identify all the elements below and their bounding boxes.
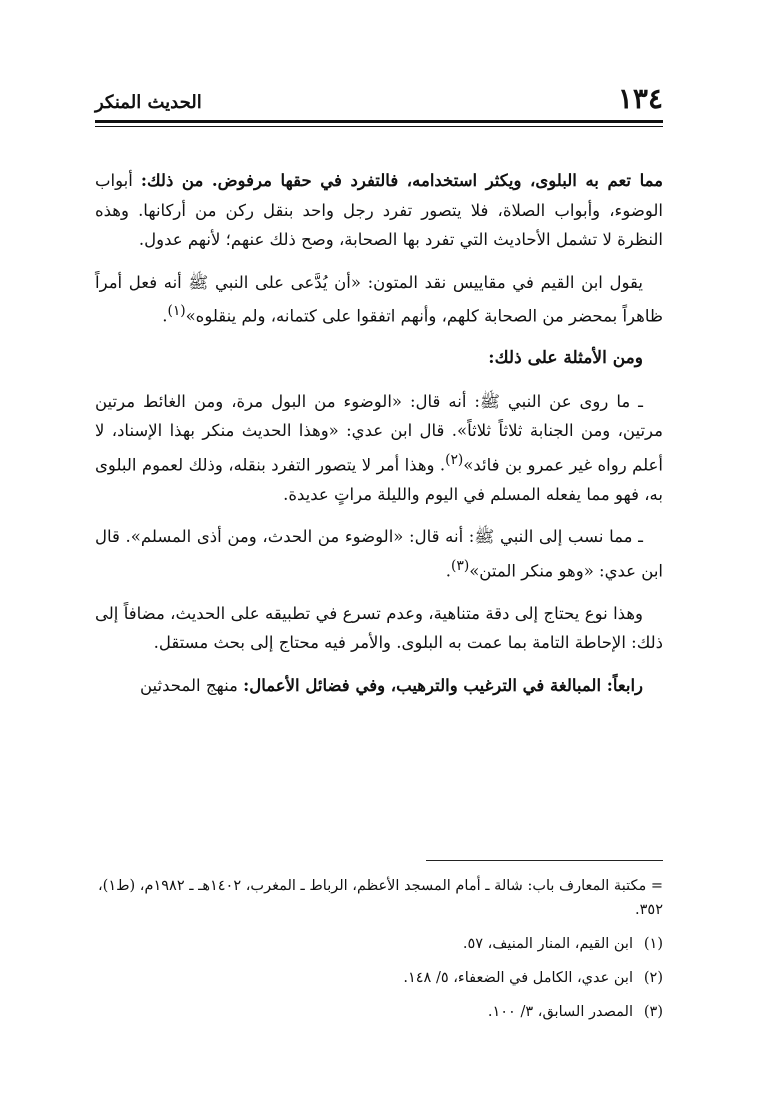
paragraph-2-end: . (162, 306, 168, 326)
paragraph-4 (95, 522, 663, 586)
paragraph-1 (95, 166, 663, 255)
footnote-3-text: المصدر السابق، ٣/ ١٠٠. (487, 1004, 633, 1020)
footnote-ref-3[interactable]: (٣) (451, 557, 470, 574)
paragraph-6 (95, 671, 663, 701)
page-number: ١٣٤ (617, 82, 663, 115)
page-header (95, 82, 663, 120)
footnotes (95, 874, 663, 1034)
paragraph-2 (95, 268, 663, 332)
paragraph-4-text: ـ مما نسب إلى النبي ﷺ: أنه قال: «الوضوء من الحدث، ومن أذى المسلم». قال ابن عدي: «وهو منكر المتن» (95, 527, 663, 580)
paragraph-1-part-a: ، ويكثر استخدامه، فالتفرد في حقها مرفوض. (203, 171, 536, 190)
paragraph-5: وهذا نوع يحتاج إلى دقة متناهية، وعدم تسرع في تطبيقه على الحديث، مضافاً إلى ذلك: الإحاطة التامة بما عمت به البلوى. والأمر فيه محتاج إلى بحث مستقل. (95, 603, 663, 652)
main-text (95, 166, 663, 713)
section-subheading: ومن الأمثلة على ذلك: (488, 348, 643, 368)
footnote-1-number: (١) (643, 936, 663, 952)
paragraph-3-part-a: ـ ما روى عن النبي ﷺ: أنه قال: «الوضوء من البول مرة، ومن الغائط مرتين مرتين، ومن الجنابة ثلاثاً ثلاثاً». قال ابن عدي: «وهذا الحديث منكر بهذا الإسناد، لا أعلم رواه غير عمرو بن فائد» (95, 391, 663, 474)
footnote-continuation: = مكتبة المعارف باب: شالة ـ أمام المسجد الأعظم، الرباط ـ المغرب، ١٤٠٢هـ ـ ١٩٨٢م، (ط١)، ٣٥٢. (97, 878, 663, 918)
paragraph-1-example-label: من ذلك: (140, 171, 204, 190)
footnote-1 (95, 932, 663, 956)
footnote-1-text: ابن القيم، المنار المنيف، ٥٧. (462, 936, 633, 952)
paragraph-6-heading: رابعاً: المبالغة في الترغيب والترهيب، وفي فضائل الأعمال: (243, 675, 643, 695)
footnote-3-number: (٣) (643, 1004, 663, 1020)
header-rule-thin (95, 126, 663, 127)
footnote-separator (426, 860, 663, 861)
header-rule-thick (95, 120, 663, 123)
footnote-ref-1[interactable]: (١) (167, 303, 186, 319)
running-title: الحديث المنكر (95, 92, 202, 113)
paragraph-1-lead: مما تعم به البلوى (535, 171, 663, 190)
footnote-2 (95, 966, 663, 990)
paragraph-3 (95, 387, 663, 510)
paragraph-4-end: . (445, 561, 452, 580)
paragraph-3-part-b: . وهذا أمر لا يتصور التفرد بنقله، وذلك لعموم البلوى به، فهو مما يفعله المسلم في اليوم والليلة مراتٍ عديدة. (95, 455, 663, 504)
footnote-2-number: (٢) (643, 970, 663, 986)
footnote-3 (95, 1000, 663, 1024)
footnote-2-text: ابن عدي، الكامل في الضعفاء، ٥/ ١٤٨. (403, 970, 633, 986)
paragraph-6-rest: منهج المحدثين (139, 675, 244, 695)
paragraph-2-text: يقول ابن القيم في مقاييس نقد المتون: «أن يُدَّعى على النبي ﷺ أنه فعل أمراً ظاهراً بمحضر من الصحابة كلهم، وأنهم اتفقوا على كتمانه، ولم ينقلوه» (95, 272, 663, 326)
paragraph-1-part-b: أبواب الوضوء، وأبواب الصلاة، فلا يتصور تفرد رجل واحد بنقل ركن من أركانها. وهذه النظرة لا تشمل الأحاديث التي تفرد بها الصحابة، وصح ذلك عنهم؛ لأنهم عدول. (95, 171, 663, 249)
footnote-ref-2[interactable]: (٢) (445, 451, 464, 468)
